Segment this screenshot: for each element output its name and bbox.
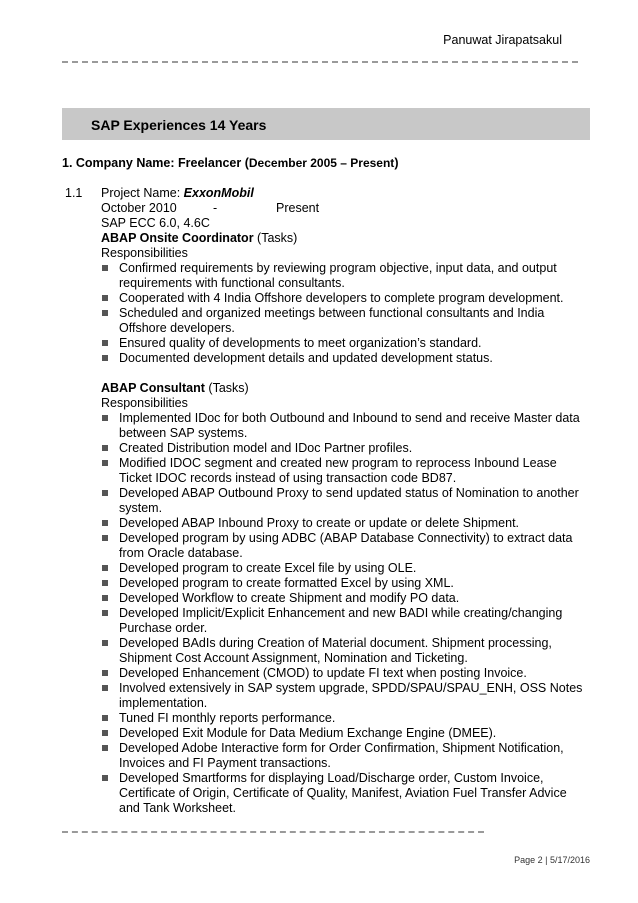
responsibility-item bbox=[101, 336, 590, 351]
responsibility-item bbox=[101, 741, 590, 771]
square-bullet-icon bbox=[102, 730, 108, 736]
project-date-sep: - bbox=[213, 201, 218, 215]
square-bullet-icon bbox=[102, 460, 108, 466]
header-divider bbox=[62, 61, 578, 63]
project-date-to: Present bbox=[276, 201, 320, 215]
project-dates bbox=[101, 201, 590, 216]
square-bullet-icon bbox=[102, 580, 108, 586]
responsibility-text: Documented development details and updated development status. bbox=[119, 351, 493, 365]
responsibility-text: Developed Implicit/Explicit Enhancement and new BADI while creating/changing Purchase order. bbox=[119, 606, 563, 635]
footer-divider bbox=[62, 831, 484, 833]
square-bullet-icon bbox=[102, 415, 108, 421]
responsibility-text: Developed Enhancement (CMOD) to update FI text when posting Invoice. bbox=[119, 666, 527, 680]
square-bullet-icon bbox=[102, 535, 108, 541]
square-bullet-icon bbox=[102, 595, 108, 601]
responsibility-text: Developed Exit Module for Data Medium Exchange Engine (DMEE). bbox=[119, 726, 497, 740]
responsibility-item bbox=[101, 351, 590, 366]
square-bullet-icon bbox=[102, 565, 108, 571]
responsibility-item bbox=[101, 516, 590, 531]
square-bullet-icon bbox=[102, 745, 108, 751]
section-title: SAP Experiences 14 Years bbox=[91, 117, 267, 133]
responsibility-item bbox=[101, 606, 590, 636]
responsibility-text: Developed Smartforms for displaying Load/Discharge order, Custom Invoice, Certificate of Origin, Certificate of Quality, Manifest, Aviation Fuel Transfer Advice and Tank Worksheet. bbox=[119, 771, 567, 815]
role2-resp-label: Responsibilities bbox=[101, 396, 188, 410]
role1-suffix: (Tasks) bbox=[253, 231, 298, 245]
responsibility-text: Developed ABAP Inbound Proxy to create or update or delete Shipment. bbox=[119, 516, 520, 530]
project-name-line bbox=[101, 186, 590, 201]
responsibility-text: Developed program to create Excel file by using OLE. bbox=[119, 561, 417, 575]
square-bullet-icon bbox=[102, 355, 108, 361]
responsibility-text: Cooperated with 4 India Offshore developers to complete program development. bbox=[119, 291, 564, 305]
square-bullet-icon bbox=[102, 340, 108, 346]
square-bullet-icon bbox=[102, 445, 108, 451]
responsibility-item bbox=[101, 681, 590, 711]
project-date-from: October 2010 bbox=[101, 201, 177, 215]
responsibility-text: Developed BAdIs during Creation of Material document. Shipment processing, Shipment Cost Account Assignment, Nomination and Ticketing. bbox=[119, 636, 552, 665]
square-bullet-icon bbox=[102, 295, 108, 301]
responsibility-text: Involved extensively in SAP system upgrade, SPDD/SPAU/SPAU_ENH, OSS Notes implementation. bbox=[119, 681, 583, 710]
responsibility-item bbox=[101, 261, 590, 291]
header-author: Panuwat Jirapatsakul bbox=[443, 33, 562, 47]
project-system: SAP ECC 6.0, 4.6C bbox=[101, 216, 210, 230]
company-dates: December 2005 – Present bbox=[248, 156, 395, 170]
project-name-label: Project Name: bbox=[101, 186, 184, 200]
footer-separator: | bbox=[542, 855, 550, 865]
square-bullet-icon bbox=[102, 715, 108, 721]
page-footer bbox=[514, 855, 590, 865]
role2-title: ABAP Consultant bbox=[101, 381, 205, 395]
responsibility-text: Tuned FI monthly reports performance. bbox=[119, 711, 336, 725]
responsibility-text: Scheduled and organized meetings between functional consultants and India Offshore developers. bbox=[119, 306, 545, 335]
square-bullet-icon bbox=[102, 520, 108, 526]
footer-page: Page 2 bbox=[514, 855, 543, 865]
role1-heading bbox=[101, 231, 590, 246]
responsibility-text: Created Distribution model and IDoc Partner profiles. bbox=[119, 441, 413, 455]
responsibility-item bbox=[101, 711, 590, 726]
company-close: ) bbox=[394, 156, 399, 170]
role1-responsibilities bbox=[101, 261, 590, 366]
square-bullet-icon bbox=[102, 265, 108, 271]
responsibility-text: Confirmed requirements by reviewing program objective, input data, and output requirements with functional consultants. bbox=[119, 261, 557, 290]
section-header bbox=[62, 108, 590, 140]
role1-resp-label: Responsibilities bbox=[101, 246, 188, 260]
role1-title: ABAP Onsite Coordinator bbox=[101, 231, 254, 245]
responsibility-item bbox=[101, 306, 590, 336]
responsibility-item bbox=[101, 456, 590, 486]
project-name: ExxonMobil bbox=[183, 186, 254, 200]
responsibility-item bbox=[101, 591, 590, 606]
square-bullet-icon bbox=[102, 775, 108, 781]
responsibility-item bbox=[101, 411, 590, 441]
responsibility-item bbox=[101, 576, 590, 591]
responsibility-item bbox=[101, 531, 590, 561]
square-bullet-icon bbox=[102, 610, 108, 616]
responsibility-text: Developed program by using ADBC (ABAP Database Connectivity) to extract data from Oracle database. bbox=[119, 531, 573, 560]
square-bullet-icon bbox=[102, 640, 108, 646]
responsibility-text: Developed Workflow to create Shipment and modify PO data. bbox=[119, 591, 460, 605]
responsibility-item bbox=[101, 636, 590, 666]
role2-suffix: (Tasks) bbox=[204, 381, 249, 395]
responsibility-text: Developed ABAP Outbound Proxy to send updated status of Nomination to another system. bbox=[119, 486, 579, 515]
company-label: 1. Company Name: Freelancer ( bbox=[62, 156, 249, 170]
responsibility-item bbox=[101, 726, 590, 741]
square-bullet-icon bbox=[102, 490, 108, 496]
square-bullet-icon bbox=[102, 310, 108, 316]
responsibility-text: Modified IDOC segment and created new program to reprocess Inbound Lease Ticket IDOC records instead of using transaction code BD87. bbox=[119, 456, 557, 485]
responsibility-text: Developed program to create formatted Excel by using XML. bbox=[119, 576, 454, 590]
project-number: 1.1 bbox=[65, 186, 83, 200]
role2-responsibilities bbox=[101, 411, 590, 816]
responsibility-item bbox=[101, 561, 590, 576]
company-heading bbox=[62, 156, 398, 170]
responsibility-text: Implemented IDoc for both Outbound and Inbound to send and receive Master data between SAP systems. bbox=[119, 411, 580, 440]
responsibility-item bbox=[101, 666, 590, 681]
experience-content bbox=[62, 186, 590, 816]
role2-heading bbox=[101, 381, 590, 396]
responsibility-item bbox=[101, 771, 590, 816]
responsibility-text: Ensured quality of developments to meet organization’s standard. bbox=[119, 336, 482, 350]
footer-date: 5/17/2016 bbox=[549, 855, 590, 865]
responsibility-item bbox=[101, 291, 590, 306]
responsibility-item bbox=[101, 441, 590, 456]
project-block bbox=[62, 186, 590, 816]
square-bullet-icon bbox=[102, 685, 108, 691]
square-bullet-icon bbox=[102, 670, 108, 676]
responsibility-text: Developed Adobe Interactive form for Order Confirmation, Shipment Notification, Invoices and FI Payment transactions. bbox=[119, 741, 564, 770]
responsibility-item bbox=[101, 486, 590, 516]
